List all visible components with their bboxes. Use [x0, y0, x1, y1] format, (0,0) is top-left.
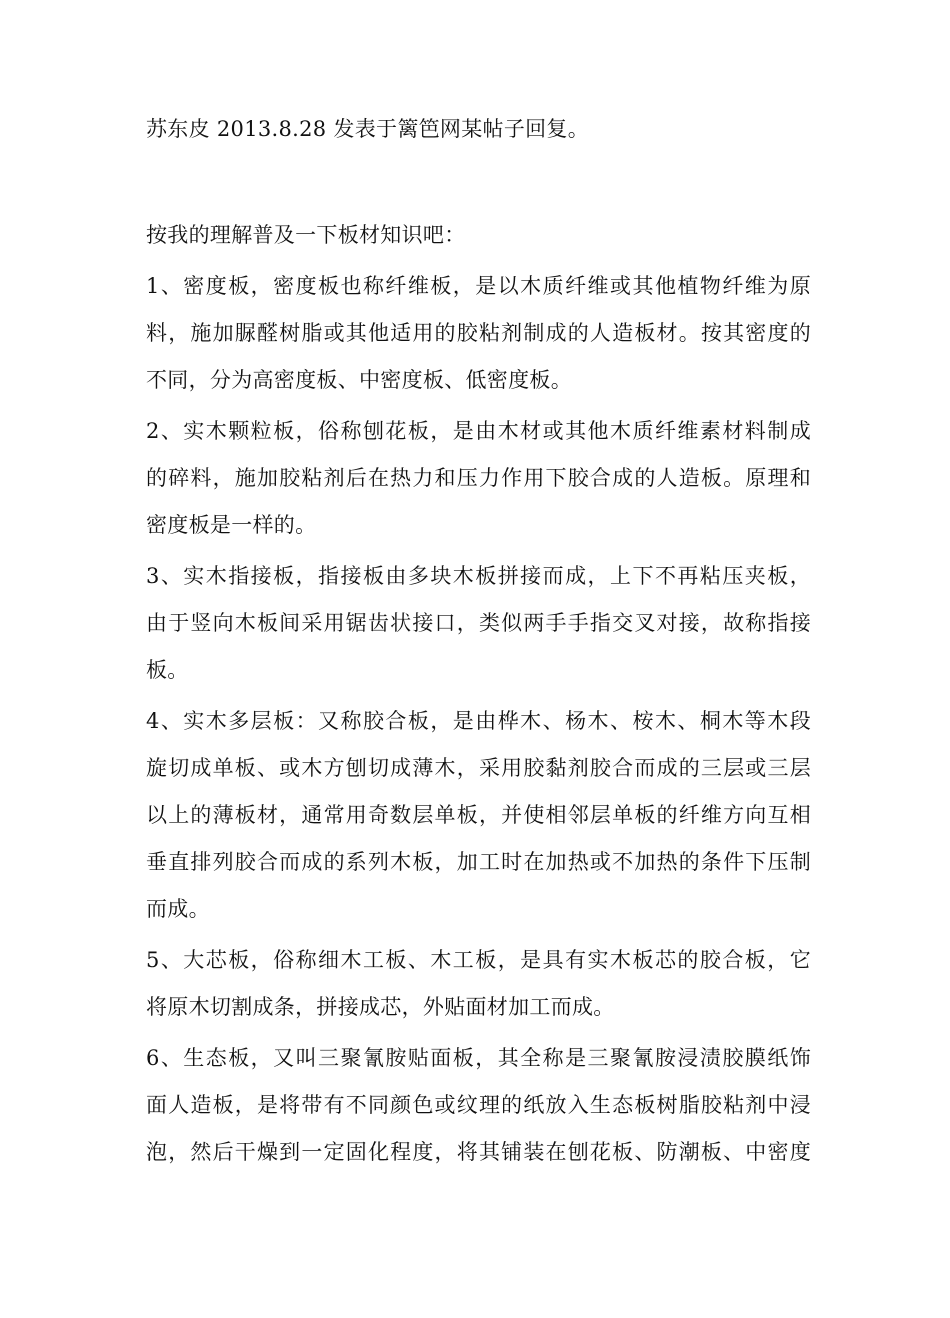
paragraph-line: 面人造板，是将带有不同颜色或纹理的纸放入生态板树脂胶粘剂中浸 — [146, 1093, 811, 1117]
paragraph-line: 泡，然后干燥到一定固化程度，将其铺装在刨花板、防潮板、中密度 — [146, 1140, 811, 1164]
paragraph-line: 密度板是一样的。 — [146, 513, 317, 537]
paragraph-2 — [146, 408, 811, 549]
intro-line: 苏东皮 2013.8.28 发表于篱笆网某帖子回复。 — [146, 117, 590, 141]
paragraph-line: 垂直排列胶合而成的系列木板，加工时在加热或不加热的条件下压制 — [146, 850, 811, 874]
paragraph-line: 板。 — [146, 658, 189, 682]
paragraph-line: 6、生态板，又叫三聚氰胺贴面板，其全称是三聚氰胺浸渍胶膜纸饰 — [146, 1046, 811, 1070]
paragraph-line: 5、大芯板，俗称细木工板、木工板，是具有实木板芯的胶合板，它 — [146, 948, 811, 972]
paragraph-line: 不同，分为高密度板、中密度板、低密度板。 — [146, 368, 572, 392]
paragraph-line: 3、实木指接板，指接板由多块木板拼接而成，上下不再粘压夹板， — [146, 564, 811, 588]
paragraph-line: 由于竖向木板间采用锯齿状接口，类似两手手指交叉对接，故称指接 — [146, 611, 811, 635]
paragraph-6 — [146, 1035, 811, 1176]
paragraph-line: 2、实木颗粒板，俗称刨花板，是由木材或其他木质纤维素材料制成 — [146, 419, 811, 443]
paragraph-line: 料，施加脲醛树脂或其他适用的胶粘剂制成的人造板材。按其密度的 — [146, 321, 811, 345]
document-body — [146, 106, 811, 1176]
paragraph-3 — [146, 553, 811, 694]
paragraph-line: 旋切成单板、或木方刨切成薄木，采用胶黏剂胶合而成的三层或三层 — [146, 756, 811, 780]
lead-line: 按我的理解普及一下板材知识吧： — [146, 223, 466, 247]
paragraph-line: 1、密度板，密度板也称纤维板，是以木质纤维或其他植物纤维为原 — [146, 274, 811, 298]
intro-spacer — [146, 153, 811, 212]
paragraph-line: 4、实木多层板：又称胶合板，是由桦木、杨木、桉木、桐木等木段 — [146, 709, 811, 733]
paragraph-4 — [146, 698, 811, 933]
paragraph-line: 的碎料，施加胶粘剂后在热力和压力作用下胶合成的人造板。原理和 — [146, 466, 811, 490]
paragraph-1 — [146, 263, 811, 404]
paragraph-line: 以上的薄板材，通常用奇数层单板，并使相邻层单板的纤维方向互相 — [146, 803, 811, 827]
paragraph-line: 将原木切割成条，拼接成芯，外贴面材加工而成。 — [146, 995, 615, 1019]
paragraph-line: 而成。 — [146, 897, 210, 921]
paragraph-5 — [146, 937, 811, 1031]
